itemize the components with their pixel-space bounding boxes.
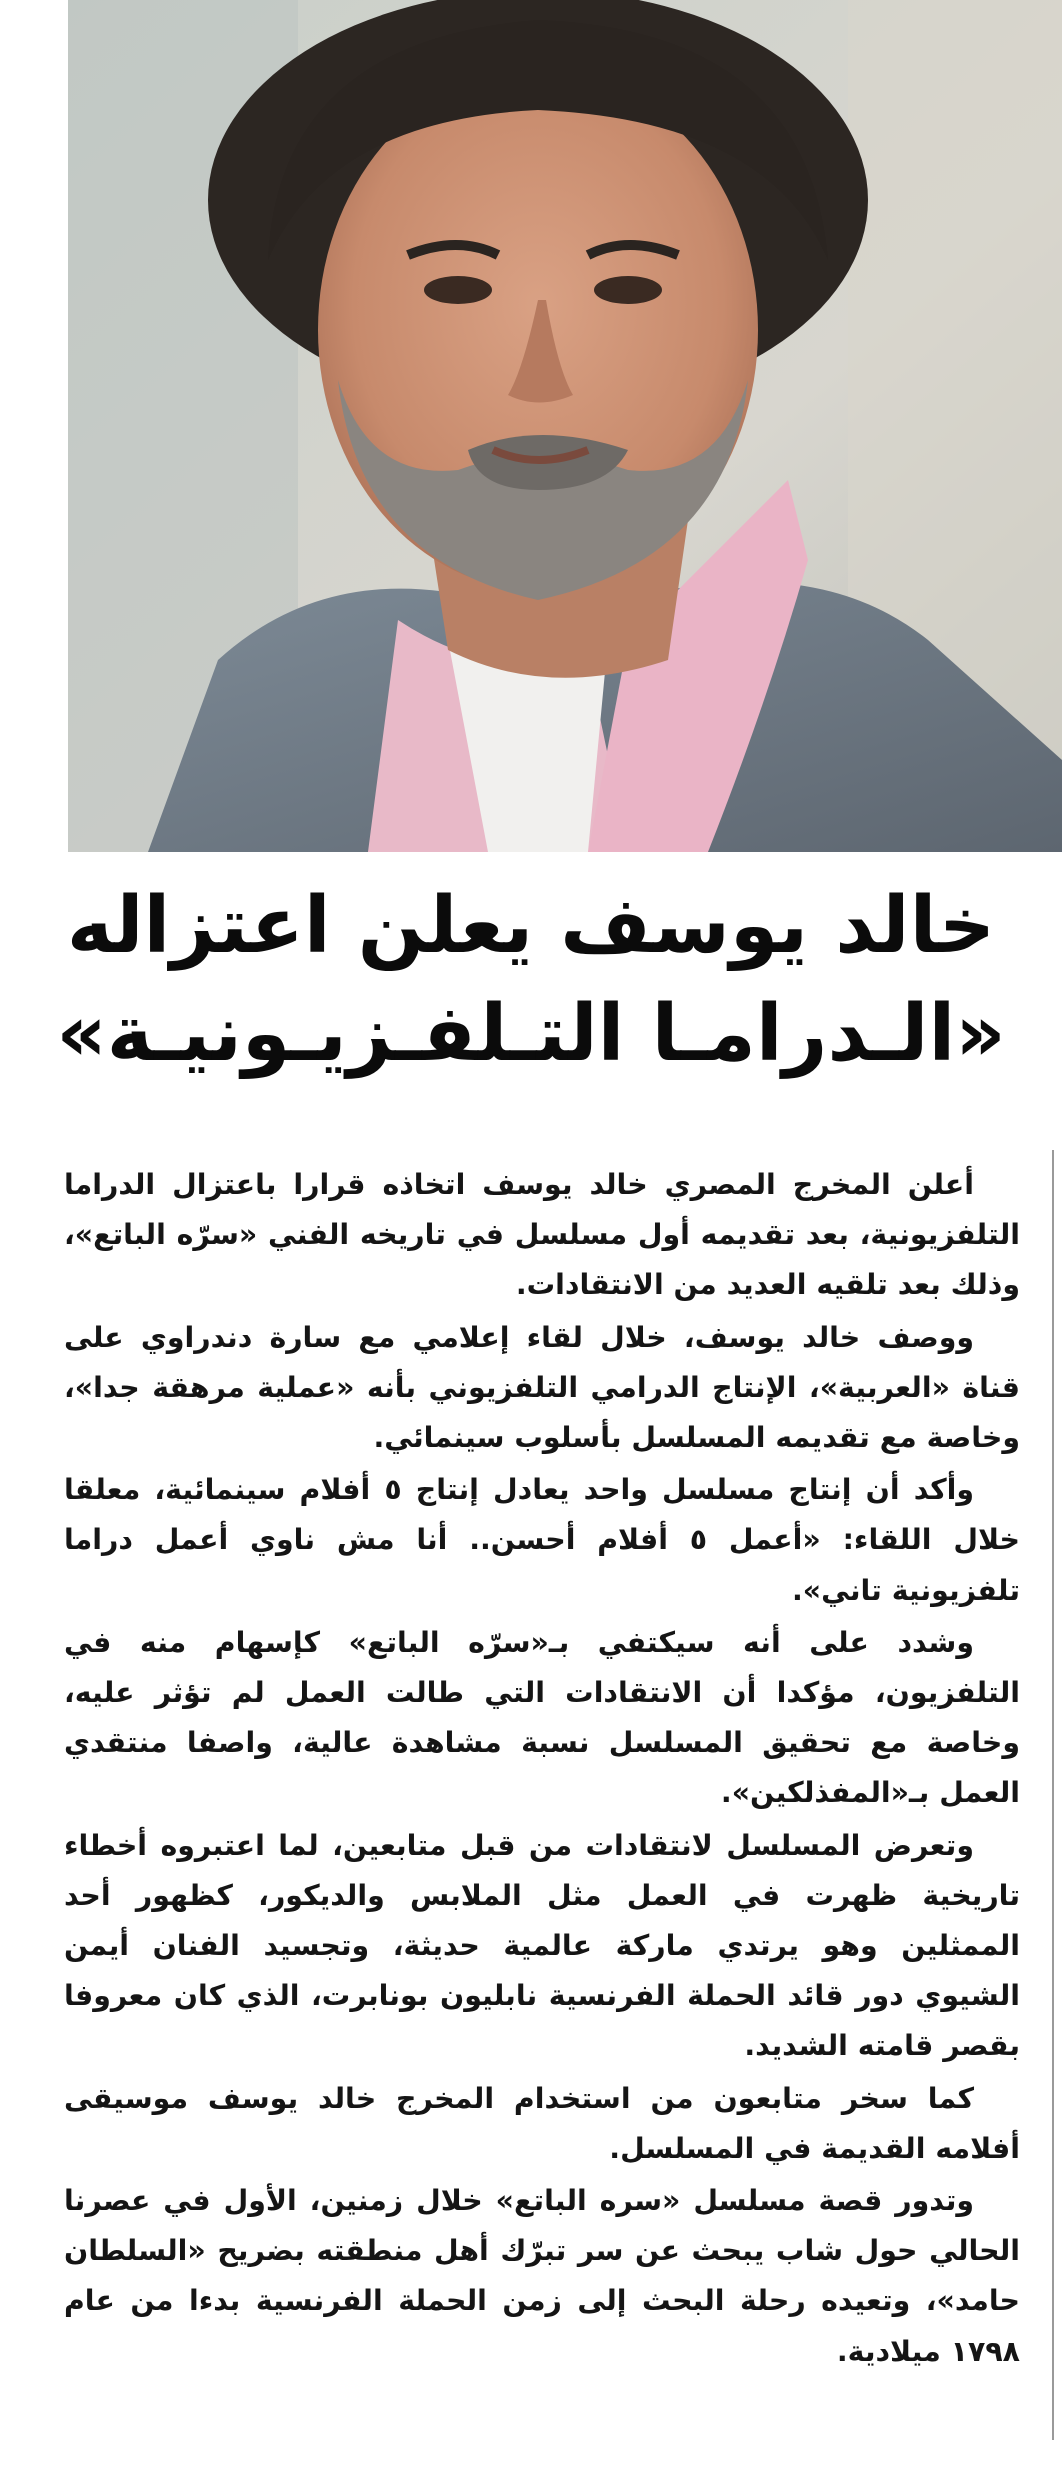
article-headline [0, 872, 1062, 1088]
headline-line-1: خالد يوسف يعلن اعتزاله [66, 881, 996, 971]
paragraph: وشدد على أنه سيكتفي بـ«سرّه الباتع» كإسهام منه في التلفزيون، مؤكدا أن الانتقادات التي طالت العمل لم تؤثر عليه، وخاصة مع تحقيق المسلسل نسبة مشاهدة عالية، واصفا منتقدي العمل بـ«المفذلكين». [64, 1625, 1020, 1810]
article-body [64, 1160, 1020, 2379]
paragraph: وتدور قصة مسلسل «سره الباتع» خلال زمنين، الأول في عصرنا الحالي حول شاب يبحث عن سر تبرّك أهل منطقته بضريح «السلطان حامد»، وتعيده رحلة البحث إلى زمن الحملة الفرنسية بدءا من عام ١٧٩٨ ميلادية. [64, 2184, 1020, 2368]
article-photo [68, 0, 1062, 852]
paragraph: كما سخر متابعون من استخدام المخرج خالد يوسف موسيقى أفلامه القديمة في المسلسل. [64, 2081, 1020, 2165]
column-rule [1052, 1150, 1054, 2440]
headline-line-2: «الـدرامـا التـلفـزيـونيـة» [56, 989, 1006, 1079]
paragraph: وتعرض المسلسل لانتقادات من قبل متابعين، لما اعتبروه أخطاء تاريخية ظهرت في العمل مثل الملابس والديكور، كظهور أحد الممثلين وهو يرتدي ماركة عالمية حديثة، وتجسيد الفنان أيمن الشيوي دور قائد الحملة الفرنسية نابليون بونابرت، الذي كان معروفا بقصر قامته الشديد. [64, 1828, 1020, 2063]
paragraph: ووصف خالد يوسف، خلال لقاء إعلامي مع سارة دندراوي على قناة «العربية»، الإنتاج الدرامي التلفزيوني بأنه «عملية مرهقة جدا»، وخاصة مع تقديمه المسلسل بأسلوب سينمائي. [64, 1320, 1020, 1455]
portrait-image [68, 0, 1062, 852]
paragraph: وأكد أن إنتاج مسلسل واحد يعادل إنتاج ٥ أفلام سينمائية، معلقا خلال اللقاء: «أعمل ٥ أفلام أحسن.. أنا مش ناوي أعمل دراما تلفزيونية تاني». [64, 1473, 1020, 1607]
paragraph: أعلن المخرج المصري خالد يوسف اتخاذه قرارا باعتزال الدراما التلفزيونية، بعد تقديمه أول مسلسل في تاريخه الفني «سرّه الباتع»، وذلك بعد تلقيه العديد من الانتقادات. [64, 1168, 1020, 1302]
